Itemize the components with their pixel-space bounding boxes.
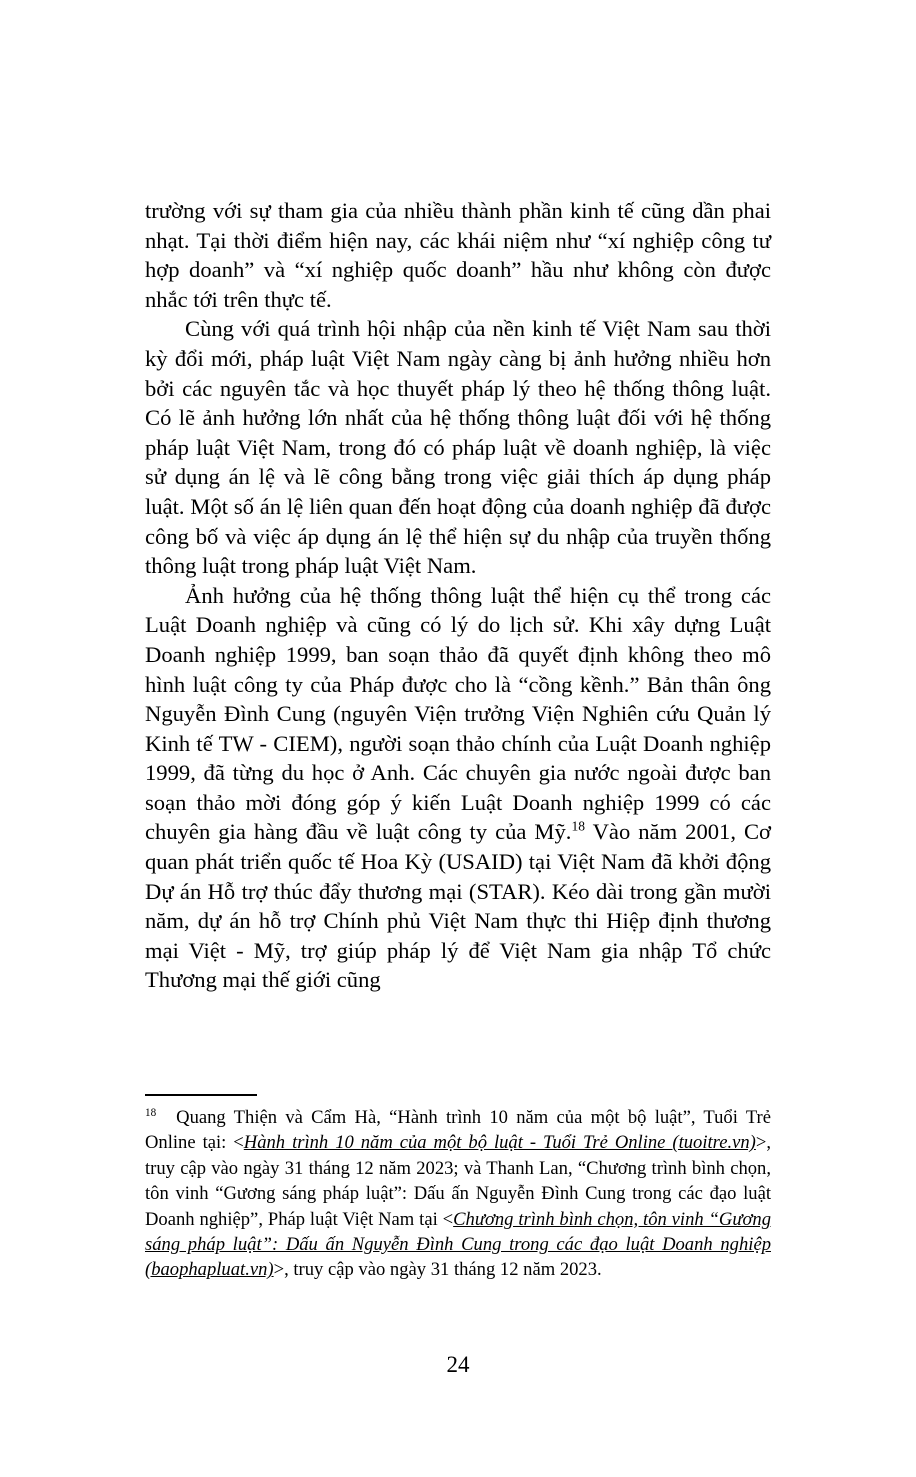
paragraph <box>145 196 771 314</box>
paragraph-text: Vào năm 2001, Cơ quan phát triển quốc tế Hoa Kỳ (USAID) tại Việt Nam đã khởi động Dự án Hỗ trợ thúc đẩy thương mại (STAR). Kéo dài trong gần mười năm, dự án hỗ trợ Chính phủ Việt Nam thực thi Hiệp định thương mại Việt - Mỹ, trợ giúp pháp lý để Việt Nam gia nhập Tổ chức Thương mại thế giới cũng <box>145 819 771 993</box>
footnote-marker: 18 <box>145 1106 157 1119</box>
footnote-link-tuoitre[interactable]: Hành trình 10 năm của một bộ luật - Tuổi Trẻ Online (tuoitre.vn) <box>243 1132 756 1154</box>
footnote-link-baophapluat[interactable]: Chương trình bình chọn, tôn vinh “Gương sáng pháp luật”: Dấu ấn Nguyễn Đình Cung trong các đạo luật Doanh nghiệp (baophapluat.vn) <box>145 1208 771 1281</box>
paragraph-text: Ảnh hưởng của hệ thống thông luật thể hiện cụ thể trong các Luật Doanh nghiệp và cũng có lý do lịch sử. Khi xây dựng Luật Doanh nghiệp 1999, ban soạn thảo đã quyết định không theo mô hình luật công ty của Pháp được cho là “cồng kềnh.” Bản thân ông Nguyễn Đình Cung (nguyên Viện trưởng Viện Nghiên cứu Quản lý Kinh tế TW - CIEM), người soạn thảo chính của Luật Doanh nghiệp 1999, đã từng du học ở Anh. Các chuyên gia nước ngoài được ban soạn thảo mời đóng góp ý kiến Luật Doanh nghiệp 1999 có các chuyên gia hàng đầu về luật công ty của Mỹ. <box>145 582 771 845</box>
paragraph <box>145 581 771 995</box>
paragraph-text: trường với sự tham gia của nhiều thành phần kinh tế cũng dần phai nhạt. Tại thời điểm hiện nay, các khái niệm như “xí nghiệp công tư hợp doanh” và “xí nghiệp quốc doanh” hầu như không còn được nhắc tới trên thực tế. <box>145 198 771 312</box>
paragraph-text: Cùng với quá trình hội nhập của nền kinh tế Việt Nam sau thời kỳ đổi mới, pháp luật Việt Nam ngày càng bị ảnh hưởng nhiều hơn bởi các nguyên tắc và học thuyết pháp lý theo hệ thống thông luật. Có lẽ ảnh hưởng lớn nhất của hệ thống thông luật đối với hệ thống pháp luật Việt Nam, trong đó có pháp luật về doanh nghiệp, là việc sử dụng án lệ và lẽ công bằng trong việc giải thích áp dụng pháp luật. Một số án lệ liên quan đến hoạt động của doanh nghiệp đã được công bố và việc áp dụng án lệ thể hiện sự du nhập của truyền thống thông luật trong pháp luật Việt Nam. <box>145 316 771 579</box>
footnote-text: >, truy cập vào ngày 31 tháng 12 năm 2023. <box>273 1259 602 1281</box>
footnote-section <box>145 1094 771 1283</box>
footnote-ref-superscript: 18 <box>571 818 586 834</box>
footnote-paragraph <box>145 1105 771 1283</box>
footnote-text: Quang Thiện và Cẩm Hà, “Hành trình 10 năm của một bộ luật”, Tuổi Trẻ Online tại: < <box>145 1107 771 1154</box>
page-number: 24 <box>446 1352 470 1377</box>
footnote-separator <box>145 1094 257 1096</box>
footnote-text: >, truy cập vào ngày 31 tháng 12 năm 2023; và Thanh Lan, “Chương trình bình chọn, tôn vinh “Gương sáng pháp luật”: Dấu ấn Nguyễn Đình Cung trong các đạo luật Doanh nghiệp”, Pháp luật Việt Nam tại < <box>145 1132 772 1230</box>
paragraph <box>145 314 771 580</box>
body-text <box>145 196 771 995</box>
